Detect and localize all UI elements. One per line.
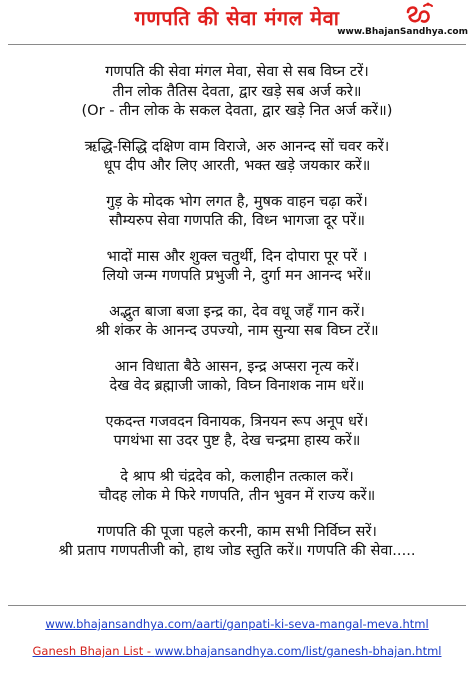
lyric-line: दे श्राप श्री चंद्रदेव को, कलाहीन तत्काल करें।: [120, 467, 354, 485]
lyric-line: ऋद्धि-सिद्धि दक्षिण वाम विराजे, अरु आनन्द सों चवर करें।: [84, 137, 390, 155]
lyrics-body: [0, 62, 474, 577]
lyric-line: तीन लोक तैतिस देवता, द्वार खड़े सब अर्ज करे॥: [112, 82, 362, 100]
stanza: [0, 522, 474, 561]
aarti-page-link[interactable]: www.bhajansandhya.com/aarti/ganpati-ki-seva-mangal-meva.html: [45, 617, 429, 631]
lyric-line: सौम्यरुप सेवा गणपति की, विध्न भागजा दूर परें॥: [109, 212, 365, 229]
stanza: [0, 302, 474, 341]
ganesh-bhajan-list-link[interactable]: [0, 644, 474, 658]
site-brand: www.BhajanSandhya.com: [337, 27, 468, 37]
stanza: [0, 192, 474, 231]
header-divider: [8, 44, 466, 45]
stanza: [0, 412, 474, 451]
lyric-line: देख वेद ब्रह्माजी जाको, विघ्न विनाशक नाम धरें॥: [109, 377, 365, 394]
list-label: Ganesh Bhajan List -: [32, 644, 155, 658]
stanza: [0, 357, 474, 396]
lyric-line: चौदह लोक मे फिरे गणपति, तीन भुवन में राज्य करें॥: [98, 487, 376, 504]
lyric-line: आन विधाता बैठे आसन, इन्द्र अप्सरा नृत्य करें।: [114, 357, 360, 375]
lyric-line: धूप दीप और लिए आरती, भक्त खड़े जयकार करें॥: [103, 157, 371, 174]
lyric-line: श्री प्रताप गणपतीजी को, हाथ जोड स्तुति करें॥ गणपति की सेवा.....: [58, 542, 416, 559]
lyric-line: गुड़ के मोदक भोग लगत है, मुषक वाहन चढ़ा करें।: [106, 192, 368, 210]
lyric-line: गणपति की सेवा मंगल मेवा, सेवा से सब विघ्न टरें।: [105, 63, 369, 80]
lyric-line: पगथंभा सा उदर पुष्ट है, देख चन्द्रमा हास्य करें॥: [113, 432, 361, 449]
stanza: [0, 62, 474, 121]
lyric-line: लियो जन्म गणपति प्रभुजी ने, दुर्गा मन आनन्द भरें॥: [102, 267, 372, 284]
om-symbol-icon: [402, 2, 436, 26]
stanza: [0, 467, 474, 506]
stanza: [0, 247, 474, 286]
footer-divider: [8, 605, 466, 606]
stanza: [0, 137, 474, 176]
lyric-line: श्री शंकर के आनन्द उपज्यो, नाम सुन्या सब विघ्न टरें॥: [95, 322, 379, 339]
lyric-line: एकदन्त गजवदन विनायक, त्रिनयन रूप अनूप धरें।: [105, 412, 369, 430]
lyric-line: गणपति की पूजा पहले करनी, काम सभी निर्विघ्न सरें।: [97, 522, 377, 540]
lyric-line: (Or - तीन लोक के सकल देवता, द्वार खड़े नित अर्ज करें॥): [81, 102, 393, 119]
page-header: [0, 0, 474, 46]
lyric-line: अद्भुत बाजा बजा इन्द्र का, देव वधू जहँ गान करें।: [109, 302, 365, 320]
page-title: गणपति की सेवा मंगल मेवा: [134, 6, 340, 30]
list-url[interactable]: www.bhajansandhya.com/list/ganesh-bhajan.html: [154, 644, 442, 658]
lyric-line: भादों मास और शुक्ल चतुर्थी, दिन दोपारा पूर परें ।: [106, 247, 368, 265]
